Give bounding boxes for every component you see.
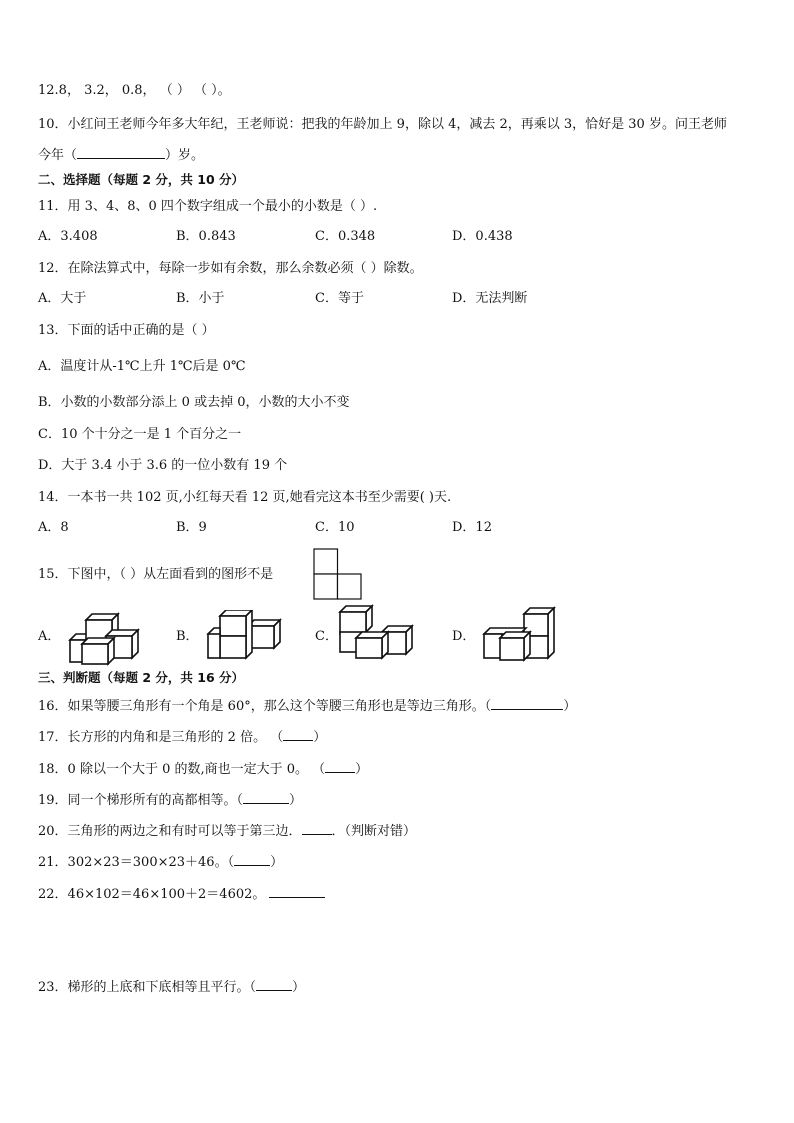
q18-text: 18．0 除以一个大于 0 的数,商也一定大于 0。 （	[38, 762, 326, 777]
q21	[38, 852, 283, 872]
q15-option-a[interactable]: A．	[38, 629, 61, 644]
q21-answer-blank[interactable]	[234, 852, 270, 866]
q14-option-d[interactable]: D．12	[452, 520, 492, 535]
q19-text: 19．同一个梯形所有的高都相等。（	[38, 793, 244, 808]
q12-option-c[interactable]: C．等于	[315, 291, 364, 306]
q14-option-c[interactable]: C．10	[315, 520, 355, 535]
q23	[38, 977, 305, 997]
q15-option-d[interactable]: D．	[452, 629, 476, 644]
q18-answer-blank[interactable]	[325, 759, 355, 773]
q15-reference-view-figure	[313, 548, 363, 602]
q10-line2-post: ）岁。	[165, 148, 205, 163]
q12-option-b[interactable]: B．小于	[176, 291, 225, 306]
q16-answer-blank[interactable]	[491, 696, 563, 710]
q23-close: ）	[292, 980, 306, 995]
q10-answer-blank[interactable]	[77, 145, 165, 159]
q15-stem-pre: 15．下图中，（ ）从左面看到的图形不是	[38, 567, 274, 582]
q18-close: ）	[355, 762, 369, 777]
q14-stem: 14．一本书一共 102 页,小红每天看 12 页,她看完这本书至少需要( )天.	[38, 490, 452, 505]
q17-close: ）	[313, 730, 327, 745]
q16-close: ）	[563, 699, 577, 714]
q14-option-b[interactable]: B．9	[176, 520, 207, 535]
q15-option-b[interactable]: B．	[176, 629, 199, 644]
q10-line1: 10．小红问王老师今年多大年纪，王老师说：把我的年龄加上 9，除以 4，减去 2，再乘以 3，恰好是 30 岁。问王老师	[38, 117, 727, 132]
q22-text: 22．46×102＝46×100＋2＝4602。	[38, 887, 266, 902]
q10-line2	[38, 145, 204, 165]
q14-option-a[interactable]: A．8	[38, 520, 69, 535]
q13-stem: 13．下面的话中正确的是（ ）	[38, 323, 215, 338]
q19-answer-blank[interactable]	[243, 790, 289, 804]
q18	[38, 759, 368, 779]
q11-stem: 11．用 3、4、8、0 四个数字组成一个最小的小数是（ ）.	[38, 199, 378, 214]
section-judge-heading: 三、判断题（每题 2 分，共 16 分）	[38, 670, 245, 685]
q21-text: 21．302×23＝300×23＋46。（	[38, 855, 235, 870]
q19-close: ）	[289, 793, 303, 808]
q13-option-b[interactable]: B．小数的小数部分添上 0 或去掉 0，小数的大小不变	[38, 395, 350, 410]
q12-option-a[interactable]: A．大于	[38, 291, 87, 306]
q21-close: ）	[270, 855, 284, 870]
q15-stem	[38, 566, 336, 584]
q11-option-a[interactable]: A．3.408	[38, 229, 98, 244]
q15-option-c-cube-figure	[336, 604, 416, 662]
q22	[38, 884, 325, 904]
q13-option-d[interactable]: D．大于 3.4 小于 3.6 的一位小数有 19 个	[38, 458, 288, 473]
q17-text: 17．长方形的内角和是三角形的 2 倍。 （	[38, 730, 284, 745]
q15-option-a-cube-figure	[66, 610, 142, 666]
q23-answer-blank[interactable]	[256, 977, 292, 991]
q15-option-d-cube-figure	[480, 606, 558, 662]
q19	[38, 790, 302, 810]
section-choice-heading: 二、选择题（每题 2 分，共 10 分）	[38, 172, 245, 187]
q22-answer-blank[interactable]	[269, 884, 325, 898]
q16-text: 16．如果等腰三角形有一个角是 60°，那么这个等腰三角形也是等边三角形。（	[38, 699, 492, 714]
q11-option-c[interactable]: C．0.348	[315, 229, 376, 244]
q20-text: 20．三角形的两边之和有时可以等于第三边．	[38, 824, 302, 839]
q12-stem: 12．在除法算式中，每除一步如有余数，那么余数必须（ ）除数。	[38, 261, 423, 276]
q17-answer-blank[interactable]	[283, 727, 313, 741]
q16	[38, 696, 576, 716]
q10-line2-pre: 今年（	[38, 148, 78, 163]
q20-answer-blank[interactable]	[302, 821, 332, 835]
q15-option-b-cube-figure	[204, 610, 284, 664]
q17	[38, 727, 326, 747]
q15-option-c[interactable]: C．	[315, 629, 338, 644]
q9-tail: 12.8， 3.2， 0.8， （ ） （ ）。	[38, 83, 231, 98]
q11-option-b[interactable]: B．0.843	[176, 229, 236, 244]
q20	[38, 821, 416, 841]
q11-option-d[interactable]: D．0.438	[452, 229, 513, 244]
q23-text: 23．梯形的上底和下底相等且平行。（	[38, 980, 257, 995]
q20-suffix: ．（判断对错）	[331, 824, 417, 839]
q13-option-a[interactable]: A．温度计从-1℃上升 1℃后是 0℃	[38, 359, 246, 374]
q12-option-d[interactable]: D．无法判断	[452, 291, 528, 306]
q13-option-c[interactable]: C．10 个十分之一是 1 个百分之一	[38, 427, 242, 442]
